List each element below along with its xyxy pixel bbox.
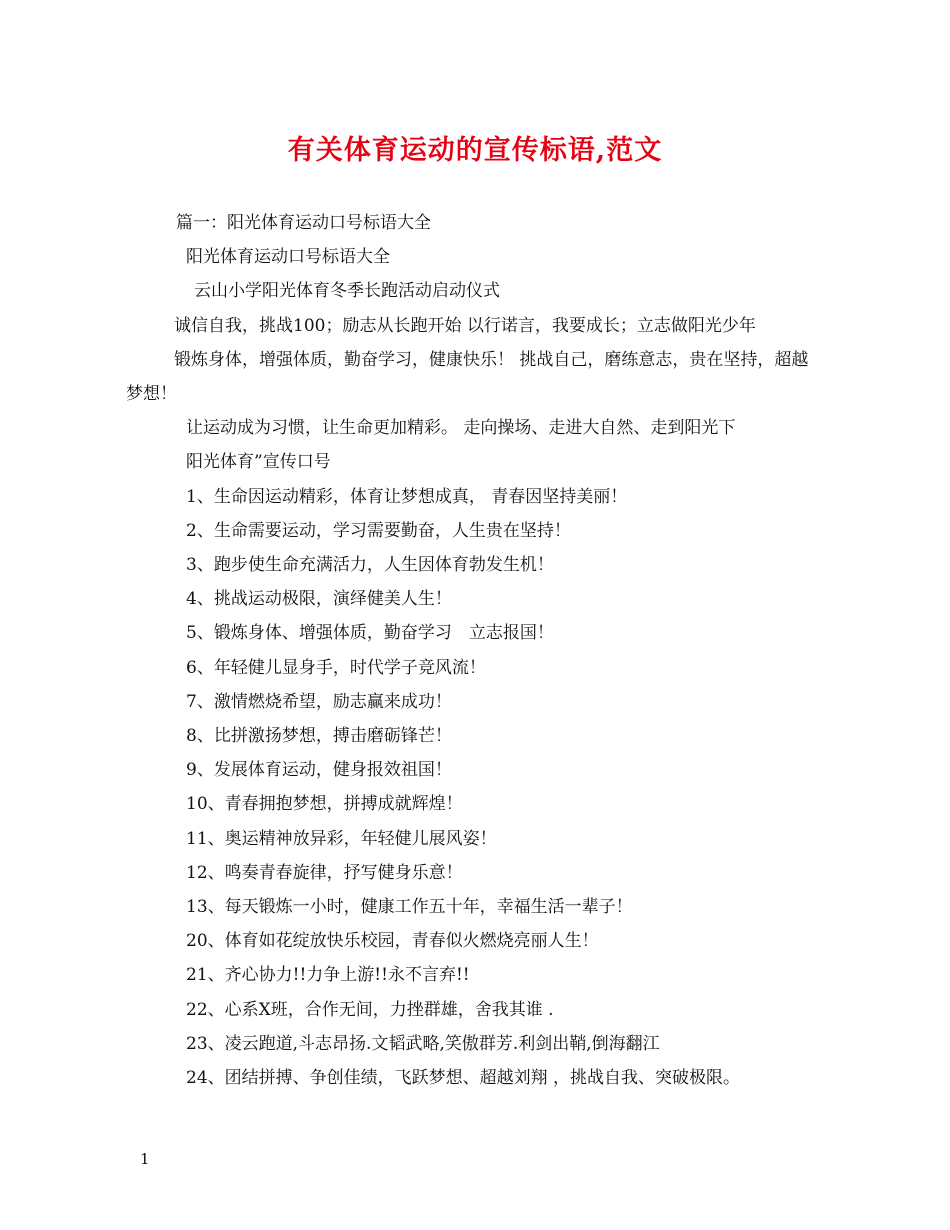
- list-item: 4、挑战运动极限，演绎健美人生！: [186, 589, 452, 610]
- list-item: 11、奥运精神放异彩，年轻健儿展风姿！: [186, 828, 497, 849]
- list-item: 3、跑步使生命充满活力，人生因体育勃发生机！: [186, 555, 554, 576]
- list-item: 1、生命因运动精彩，体育让梦想成真， 青春因坚持美丽！: [186, 486, 628, 507]
- list-item: 23、凌云跑道,斗志昂扬.文韬武略,笑傲群芳.利剑出鞘,倒海翻江: [186, 1033, 660, 1054]
- list-item: 10、青春拥抱梦想，拼搏成就辉煌！: [186, 794, 463, 815]
- list-item: 24、团结拼搏、争创佳绩，飞跃梦想、超越刘翔 ，挑战自我、突破极限。: [186, 1068, 741, 1089]
- paragraph: 锻炼身体，增强体质，勤奋学习，健康快乐！ 挑战自己，磨练意志，贵在坚持，超越梦想！: [126, 349, 809, 405]
- list-item: 2、生命需要运动，学习需要勤奋，人生贵在坚持！: [186, 520, 571, 541]
- paragraph: 篇一：阳光体育运动口号标语大全: [176, 213, 431, 233]
- list-item: 21、齐心协力!!力争上游!!永不言弃!!: [186, 965, 470, 986]
- paragraph: 云山小学阳光体育冬季长跑活动启动仪式: [194, 281, 500, 302]
- page-number: 1: [140, 1150, 150, 1168]
- paragraph: 阳光体育运动口号标语大全: [186, 247, 390, 268]
- document-body: [126, 206, 818, 1095]
- document-title: 有关体育运动的宣传标语,范文: [287, 135, 663, 166]
- list-item: 8、比拼激扬梦想，搏击磨砺锋芒！: [186, 726, 452, 747]
- paragraph: 让运动成为习惯，让生命更加精彩。 走向操场、走进大自然、走到阳光下: [186, 418, 736, 439]
- paragraph: 阳光体育”宣传口号: [186, 452, 331, 473]
- list-item: 20、体育如花绽放快乐校园，青春似火燃烧亮丽人生！: [186, 931, 599, 952]
- list-item: 6、年轻健儿显身手，时代学子竞风流！: [186, 657, 486, 678]
- paragraph: 诚信自我，挑战100；励志从长跑开始 以行诺言，我要成长；立志做阳光少年: [174, 315, 756, 336]
- list-item: 13、每天锻炼一小时，健康工作五十年，幸福生活一辈子！: [186, 897, 633, 918]
- list-item: 5、锻炼身体、增强体质，勤奋学习 立志报国！: [186, 623, 554, 644]
- list-item: 22、心系X班，合作无间，力挫群雄，舍我其谁 .: [186, 999, 554, 1020]
- list-item: 9、发展体育运动，健身报效祖国！: [186, 760, 452, 781]
- list-item: 7、激情燃烧希望，励志赢来成功！: [186, 691, 452, 712]
- list-item: 12、鸣奏青春旋律，抒写健身乐意！: [186, 862, 463, 883]
